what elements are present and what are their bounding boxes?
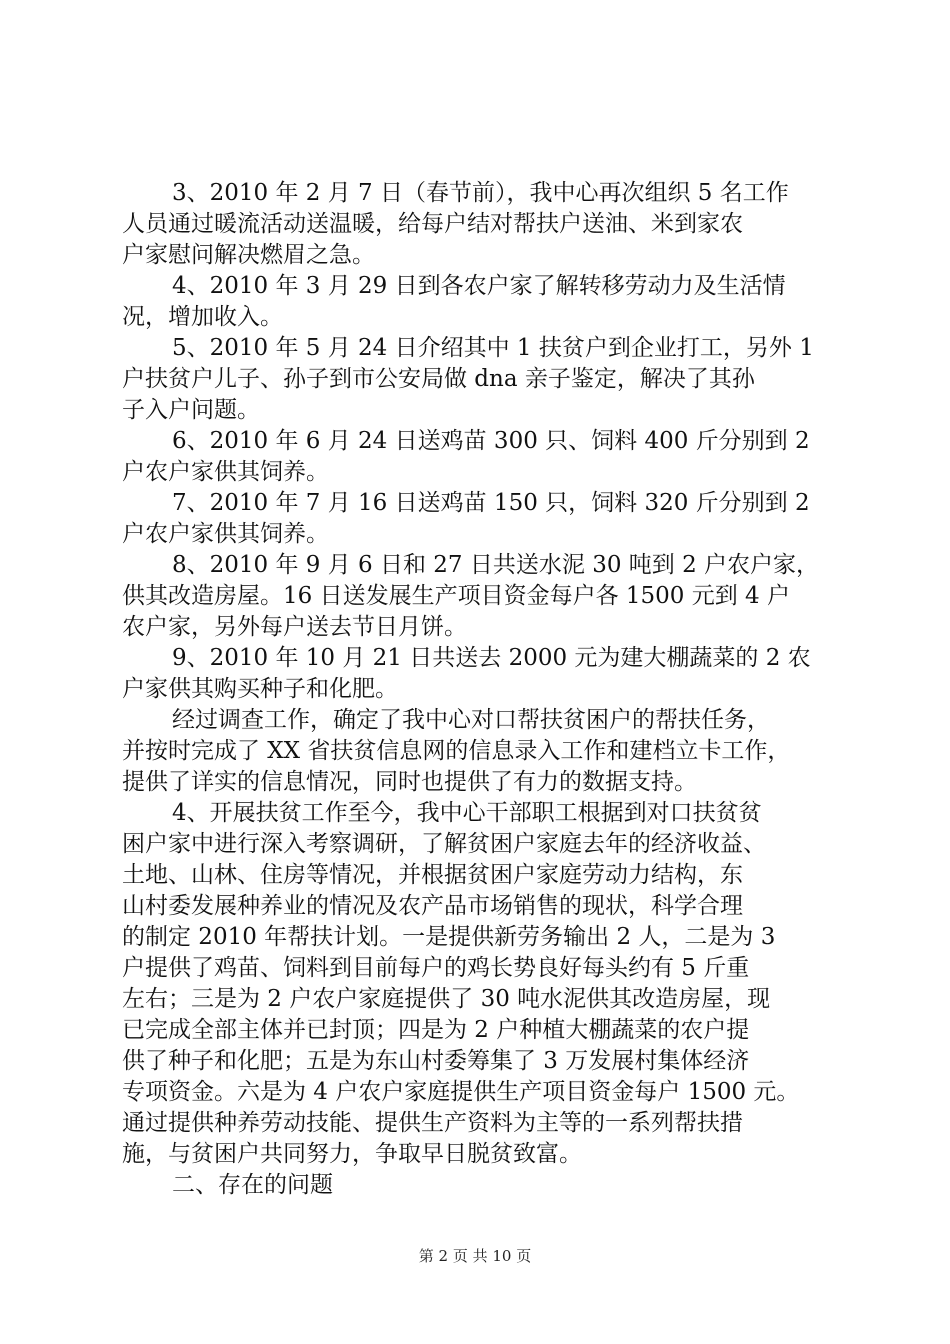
text-line: 8、2010 年 9 月 6 日和 27 日共送水泥 30 吨到 2 户农户家， <box>172 552 820 578</box>
text-line: 供了种子和化肥；五是为东山村委筹集了 3 万发展村集体经济 <box>122 1048 750 1074</box>
text-line: 的制定 2010 年帮扶计划。一是提供新劳务输出 2 人，二是为 3 <box>122 924 776 950</box>
text-line: 6、2010 年 6 月 24 日送鸡苗 300 只、饲料 400 斤分别到 2 <box>172 428 810 454</box>
text-line: 户提供了鸡苗、饲料到目前每户的鸡长势良好每头约有 5 斤重 <box>122 955 750 981</box>
text-line: 施，与贫困户共同努力，争取早日脱贫致富。 <box>122 1141 582 1167</box>
text-line: 专项资金。六是为 4 户农户家庭提供生产项目资金每户 1500 元。 <box>122 1079 800 1105</box>
text-line: 4、开展扶贫工作至今，我中心干部职工根据到对口扶贫贫 <box>172 800 762 826</box>
text-line: 5、2010 年 5 月 24 日介绍其中 1 扶贫户到企业打工，另外 1 <box>172 335 814 361</box>
text-line: 7、2010 年 7 月 16 日送鸡苗 150 只，饲料 320 斤分别到 2 <box>172 490 810 516</box>
text-line: 左右；三是为 2 户农户家庭提供了 30 吨水泥供其改造房屋，现 <box>122 986 771 1012</box>
section-heading: 二、存在的问题 <box>172 1172 333 1198</box>
text-line: 供其改造房屋。16 日送发展生产项目资金每户各 1500 元到 4 户 <box>122 583 790 609</box>
text-line: 9、2010 年 10 月 21 日共送去 2000 元为建大棚蔬菜的 2 农 <box>172 645 811 671</box>
text-line: 4、2010 年 3 月 29 日到各农户家了解转移劳动力及生活情 <box>172 273 786 299</box>
text-line: 况，增加收入。 <box>122 304 283 330</box>
text-line: 并按时完成了 XX 省扶贫信息网的信息录入工作和建档立卡工作， <box>122 738 791 764</box>
text-line: 户扶贫户儿子、孙子到市公安局做 dna 亲子鉴定，解决了其孙 <box>122 366 755 392</box>
text-line: 农户家，另外每户送去节日月饼。 <box>122 614 467 640</box>
text-line: 困户家中进行深入考察调研，了解贫困户家庭去年的经济收益、 <box>122 831 766 857</box>
text-line: 提供了详实的信息情况，同时也提供了有力的数据支持。 <box>122 769 697 795</box>
text-line: 土地、山林、住房等情况，并根据贫困户家庭劳动力结构，东 <box>122 862 743 888</box>
text-line: 户家慰问解决燃眉之急。 <box>122 242 375 268</box>
page-footer: 第 2 页 共 10 页 <box>418 1247 532 1265</box>
text-line: 通过提供种养劳动技能、提供生产资料为主等的一系列帮扶措 <box>122 1110 743 1136</box>
text-line: 户农户家供其饲养。 <box>122 459 329 485</box>
text-line: 户农户家供其饲养。 <box>122 521 329 547</box>
text-line: 山村委发展种养业的情况及农产品市场销售的现状，科学合理 <box>122 893 743 919</box>
text-line: 户家供其购买种子和化肥。 <box>122 676 398 702</box>
text-line: 经过调查工作，确定了我中心对口帮扶贫困户的帮扶任务， <box>172 707 770 733</box>
text-line: 子入户问题。 <box>122 397 260 423</box>
text-line: 人员通过暖流活动送温暖，给每户结对帮扶户送油、米到家农 <box>122 211 743 237</box>
text-line: 已完成全部主体并已封顶；四是为 2 户种植大棚蔬菜的农户提 <box>122 1017 750 1043</box>
text-line: 3、2010 年 2 月 7 日（春节前），我中心再次组织 5 名工作 <box>172 180 789 206</box>
